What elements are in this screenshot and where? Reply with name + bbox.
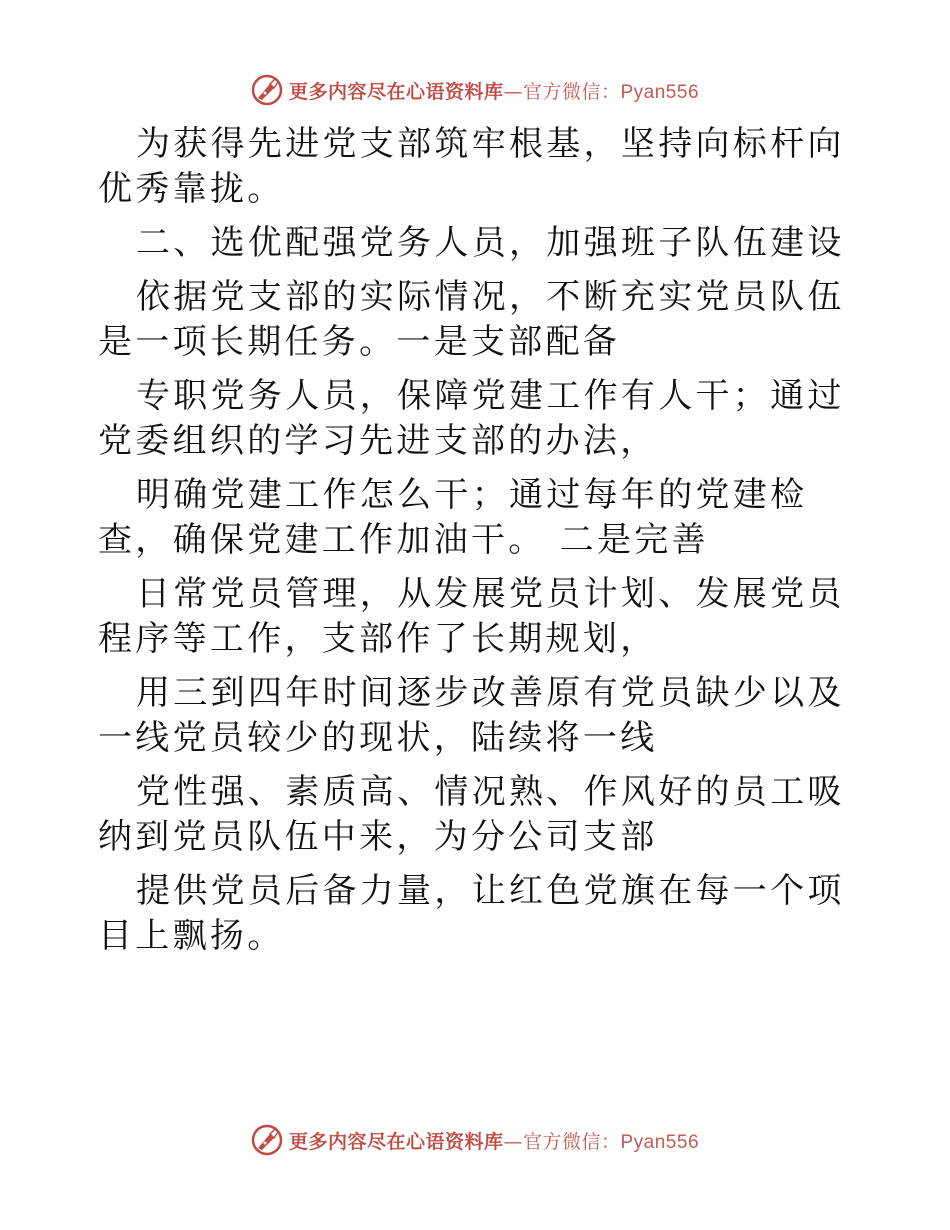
- watermark-text: [289, 77, 699, 104]
- watermark-slogan: 更多内容尽在心语资料库: [288, 80, 504, 103]
- paragraph: 明确党建工作怎么干；通过每年的党建检查，确保党建工作加油干。 二是完善: [98, 475, 808, 560]
- paragraph: 日常党员管理，从发展党员计划、发展党员程序等工作，支部作了长期规划，: [98, 574, 845, 659]
- watermark-text: [289, 1127, 699, 1154]
- footer-watermark: [0, 1120, 950, 1160]
- paragraph: 为获得先进党支部筑牢根基，坚持向标杆向优秀靠拢。: [98, 124, 845, 209]
- watermark-dash: —: [503, 1130, 523, 1153]
- paragraph: 用三到四年时间逐步改善原有党员缺少以及一线党员较少的现状，陆续将一线: [98, 673, 845, 758]
- section-heading: 二、选优配强党务人员，加强班子队伍建设: [136, 223, 845, 263]
- watermark-wechat-label: 官方微信：: [522, 80, 621, 103]
- pen-nib-logo-icon: [251, 74, 283, 106]
- paragraph: 专职党务人员，保障党建工作有人干；通过党委组织的学习先进支部的办法，: [98, 376, 845, 461]
- header-watermark: [0, 70, 950, 110]
- paragraph: 依据党支部的实际情况，不断充实党员队伍是一项长期任务。一是支部配备: [98, 277, 845, 362]
- paragraph: 党性强、素质高、情况熟、作风好的员工吸纳到党员队伍中来，为分公司支部: [98, 772, 845, 857]
- watermark-slogan: 更多内容尽在心语资料库: [288, 1130, 504, 1153]
- paragraph: 提供党员后备力量，让红色党旗在每一个项目上飘扬。: [98, 871, 845, 956]
- watermark-wechat-id: Pyan556: [620, 81, 700, 103]
- pen-nib-logo-icon: [251, 1124, 283, 1156]
- watermark-wechat-label: 官方微信：: [522, 1130, 621, 1153]
- document-body: [98, 122, 858, 968]
- watermark-dash: —: [503, 80, 523, 103]
- watermark-wechat-id: Pyan556: [620, 1131, 700, 1153]
